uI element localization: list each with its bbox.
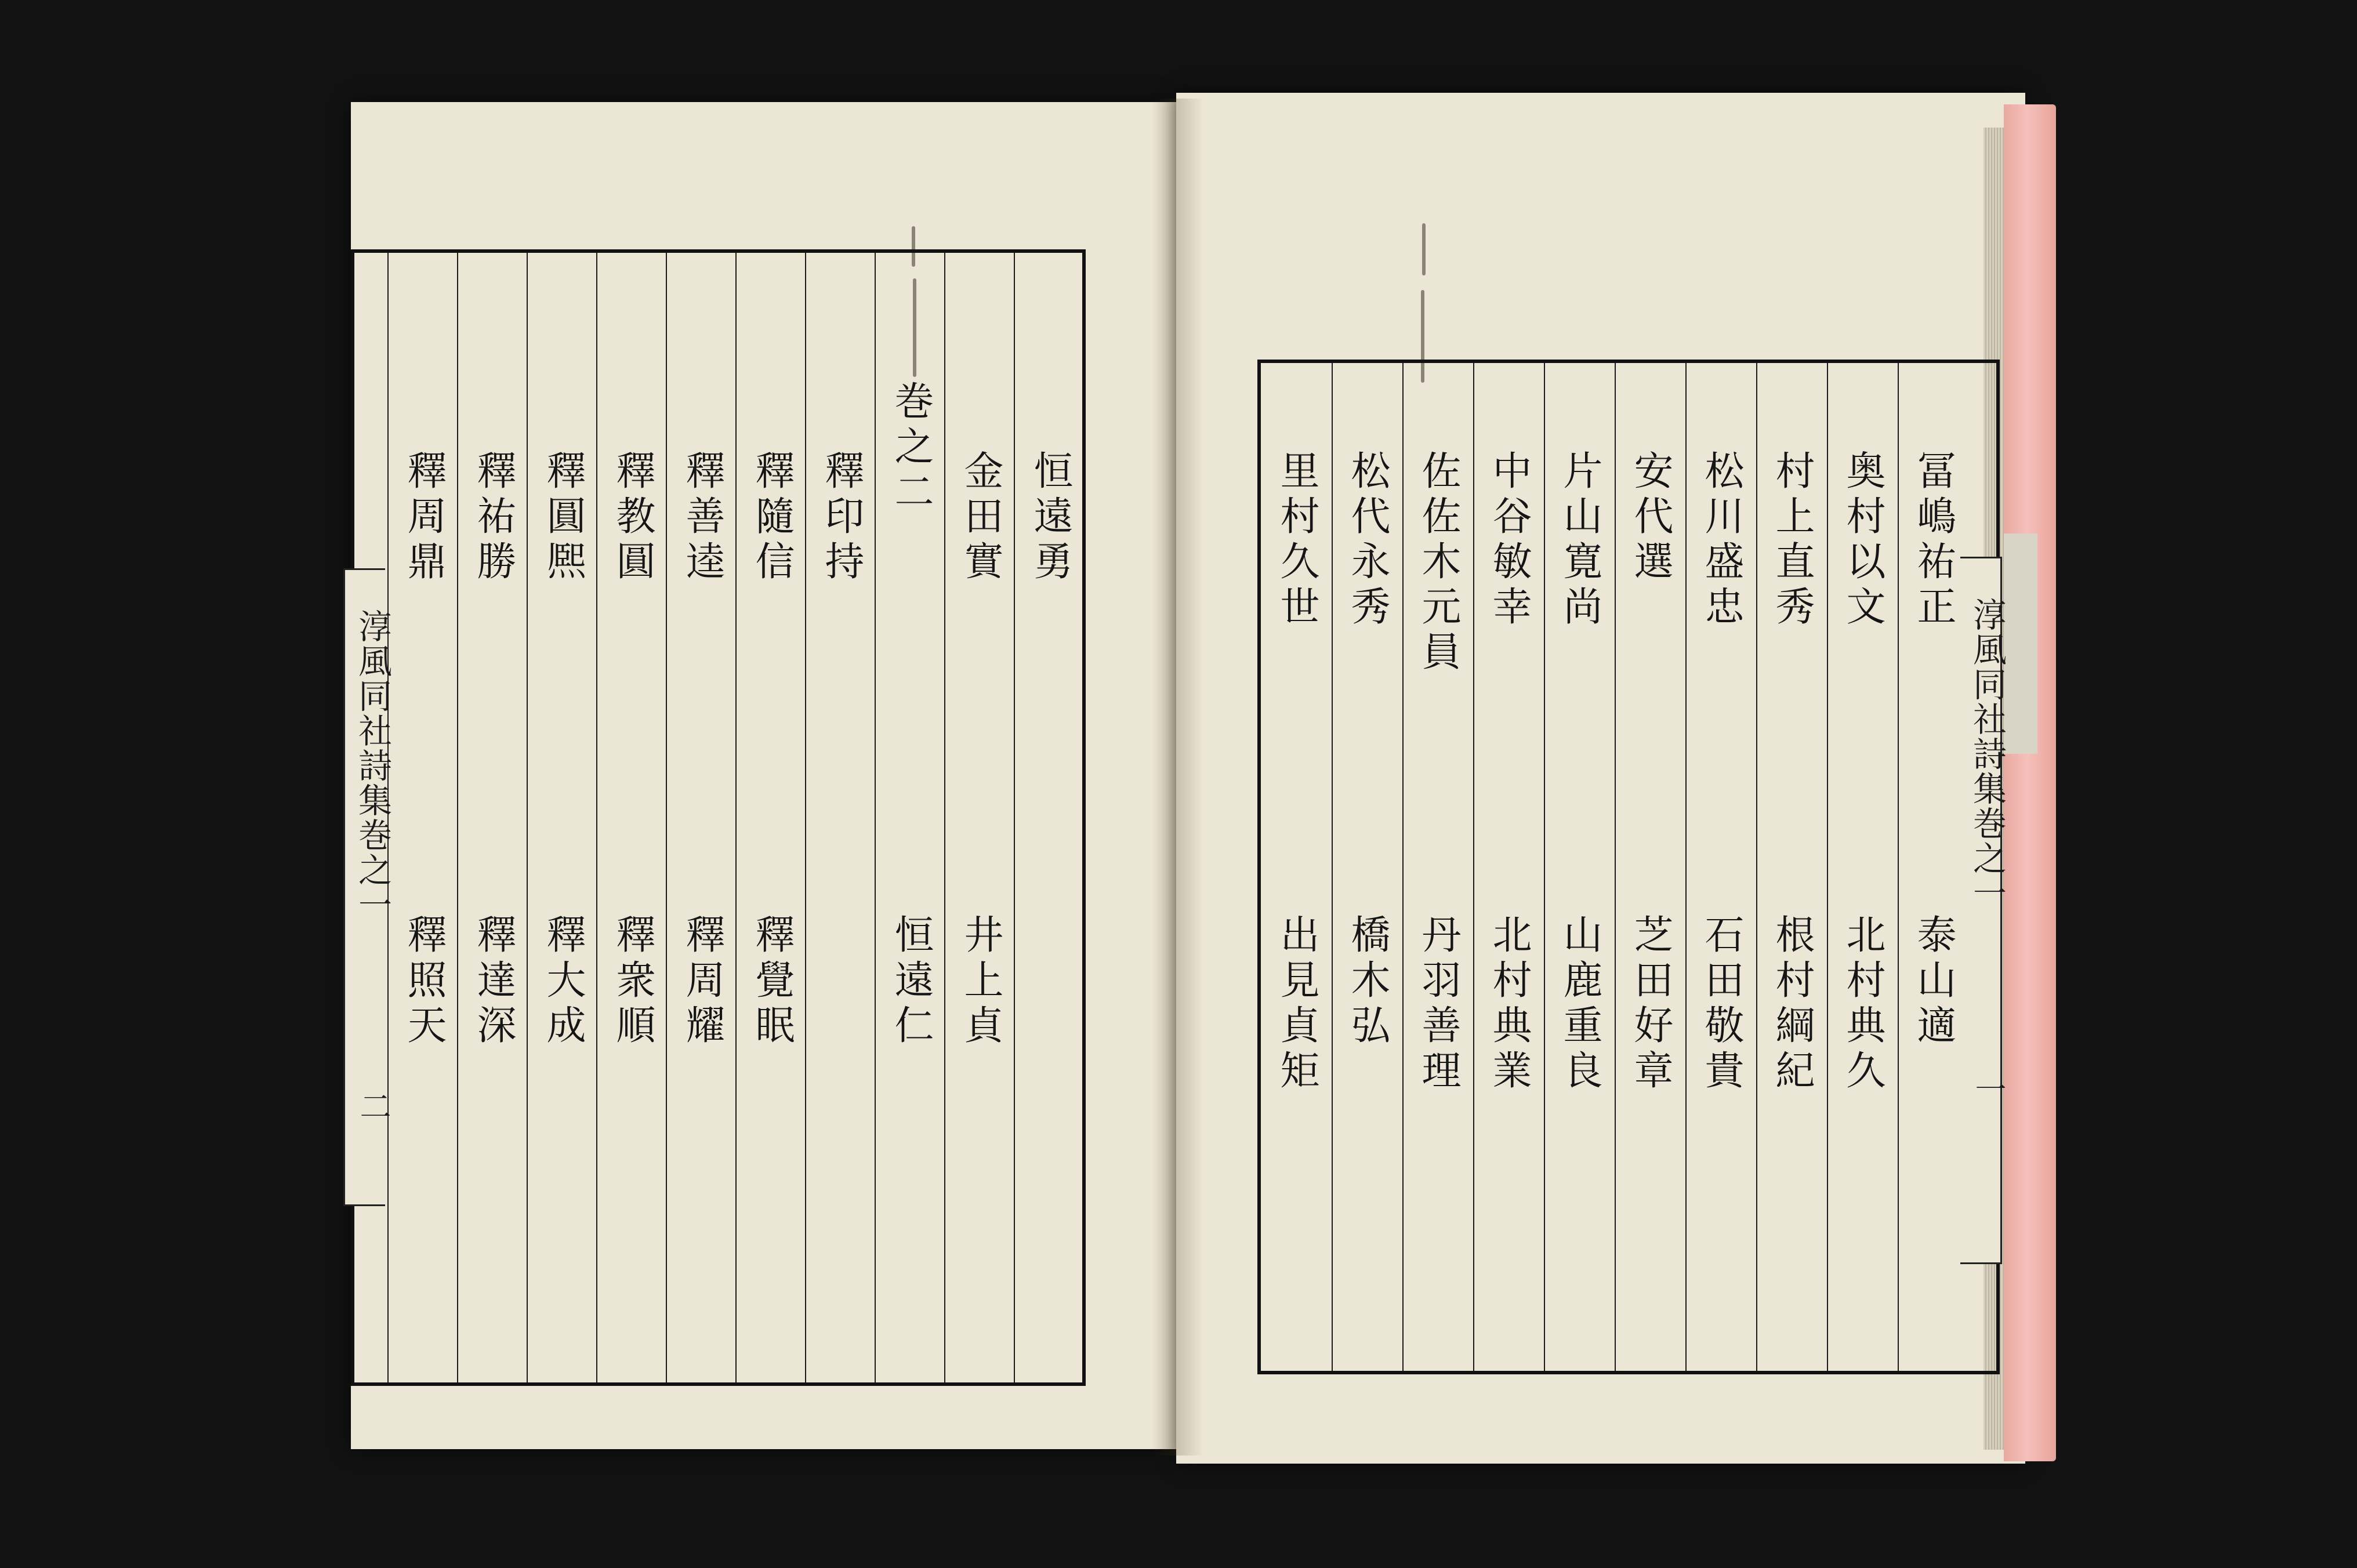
entry-name: 釋周耀 [679, 914, 725, 1050]
entry-name: 釋善逵 [679, 450, 725, 586]
entry-name: 安代選 [1627, 450, 1673, 586]
hanshin-title: 淳風同社詩集巻之一 [353, 609, 392, 922]
column-rule [944, 253, 945, 1382]
entry-name: 松川盛忠 [1698, 450, 1744, 631]
volume-heading: 巻之二 [888, 380, 934, 516]
entry-name: 釋隨信 [749, 450, 795, 586]
column-rule [596, 253, 597, 1382]
right-text-frame [1257, 360, 2000, 1374]
entry-name: 釋覺眠 [749, 914, 795, 1050]
column-rule [1827, 363, 1828, 1371]
column-rule [1756, 363, 1757, 1371]
gutter-shadow [1151, 99, 1203, 1456]
entry-name: 釋大成 [540, 914, 586, 1050]
entry-name: 松代永秀 [1344, 450, 1390, 631]
column-rule [805, 253, 806, 1382]
entry-name: 釋祐勝 [470, 450, 516, 586]
entry-name: 恒遠仁 [888, 914, 934, 1050]
entry-name: 橋木弘 [1344, 914, 1390, 1050]
entry-name: 芝田好章 [1627, 914, 1673, 1095]
entry-name: 恒遠勇 [1027, 450, 1073, 586]
entry-name: 奥村以文 [1840, 450, 1885, 631]
hanshin-title: 淳風同社詩集巻之一 [1967, 597, 2007, 910]
entry-name: 泰山適 [1910, 914, 1956, 1050]
column-rule [1898, 363, 1899, 1371]
entry-name: 釋達深 [470, 914, 516, 1050]
entry-name: 釋印持 [818, 450, 864, 586]
column-rule [1332, 363, 1333, 1371]
entry-name: 釋教圓 [610, 450, 655, 586]
entry-name: 村上直秀 [1769, 450, 1815, 631]
entry-name: 釋照天 [401, 914, 447, 1050]
folio-number: 二 [355, 1090, 391, 1123]
column-rule [735, 253, 737, 1382]
column-rule [1014, 253, 1015, 1382]
column-rule [875, 253, 876, 1382]
entry-name: 中谷敏幸 [1486, 450, 1532, 631]
folio-number: 一 [1970, 1073, 2007, 1105]
entry-name: 出見貞矩 [1274, 914, 1319, 1095]
column-rule [457, 253, 458, 1382]
entry-name: 根村綱紀 [1769, 914, 1815, 1095]
column-rule [1615, 363, 1616, 1371]
column-rule [1544, 363, 1545, 1371]
column-rule [527, 253, 528, 1382]
column-rule [1473, 363, 1474, 1371]
entry-name: 釋周鼎 [401, 450, 447, 586]
entry-name: 佐佐木元員 [1415, 450, 1461, 676]
entry-name: 冨嶋祐正 [1910, 450, 1956, 631]
entry-name: 石田敬貴 [1698, 914, 1744, 1095]
binding-thread [1422, 223, 1426, 275]
entry-name: 北村典久 [1840, 914, 1885, 1095]
column-rule [666, 253, 667, 1382]
entry-name: 山鹿重良 [1557, 914, 1602, 1095]
entry-name: 釋圓熈 [540, 450, 586, 586]
entry-name: 丹羽善理 [1415, 914, 1461, 1095]
pink-cover [2004, 104, 2056, 1461]
column-rule [1685, 363, 1687, 1371]
entry-name: 片山寛尚 [1557, 450, 1602, 631]
left-text-frame [351, 249, 1086, 1386]
entry-name: 金田實 [958, 450, 1003, 586]
entry-name: 北村典業 [1486, 914, 1532, 1095]
column-rule [1402, 363, 1404, 1371]
entry-name: 井上貞 [958, 914, 1003, 1050]
entry-name: 里村久世 [1274, 450, 1319, 631]
entry-name: 釋衆順 [610, 914, 655, 1050]
